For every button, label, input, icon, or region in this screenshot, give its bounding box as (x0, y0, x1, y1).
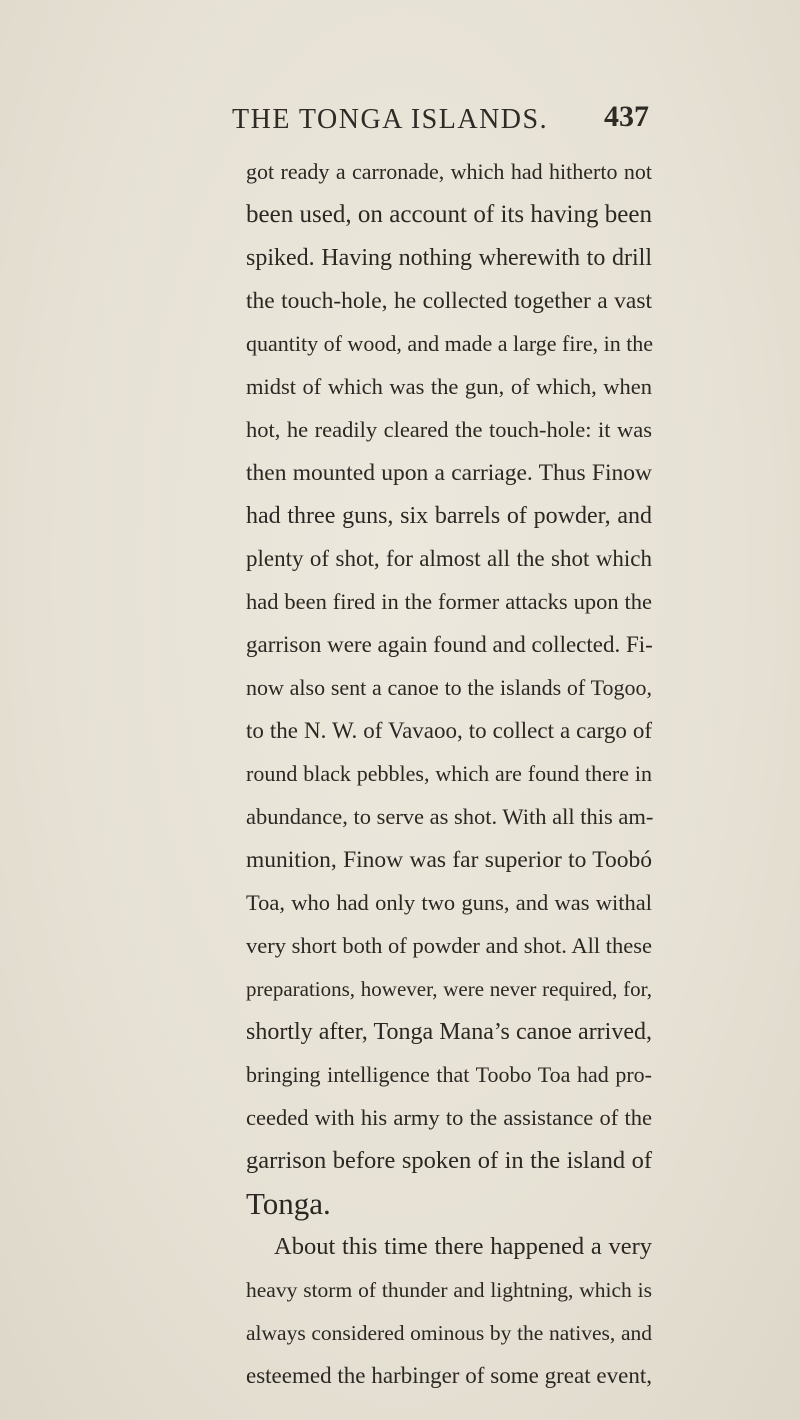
text-line: been used, on account of its having been (246, 201, 652, 228)
text-line: the touch-hole, he collected together a vast (246, 288, 652, 314)
text-line: midst of which was the gun, of which, when (246, 374, 652, 399)
text-line: plenty of shot, for almost all the shot which (246, 546, 652, 571)
text-line: had three guns, six barrels of powder, and (246, 503, 652, 529)
text-line: abundance, to serve as shot. With all this am- (246, 804, 654, 829)
text-line: very short both of powder and shot. All these (246, 933, 652, 958)
text-line: munition, Finow was far superior to Toobó (246, 847, 652, 873)
paragraph-start-line: About this time there happened a very (274, 1233, 652, 1260)
text-line: quantity of wood, and made a large fire, in the (246, 331, 654, 356)
text-line: Tonga. (246, 1186, 331, 1221)
text-line: always considered ominous by the natives, and (246, 1321, 652, 1345)
text-line: round black pebbles, which are found there in (246, 761, 652, 786)
text-line: hot, he readily cleared the touch-hole: it was (246, 417, 652, 442)
running-head: THE TONGA ISLANDS. (232, 104, 549, 135)
text-line: Toa, who had only two guns, and was withal (246, 890, 652, 915)
text-line: garrison were again found and collected. Fi- (246, 632, 653, 657)
text-line: shortly after, Tonga Mana’s canoe arrived, (246, 1019, 652, 1045)
page-number: 437 (604, 100, 649, 133)
text-line: garrison before spoken of in the island of (246, 1147, 652, 1174)
text-line: had been fired in the former attacks upon the (246, 589, 652, 614)
text-line: now also sent a canoe to the islands of Togoo, (246, 675, 652, 700)
text-line: esteemed the harbinger of some great event, (246, 1363, 652, 1388)
text-line: bringing intelligence that Toobo Toa had pro- (246, 1062, 652, 1087)
text-line: got ready a carronade, which had hitherto not (246, 159, 652, 184)
text-line: then mounted upon a carriage. Thus Finow (246, 460, 652, 486)
text-line: ceeded with his army to the assistance of the (246, 1105, 652, 1130)
text-line: heavy storm of thunder and lightning, which is (246, 1278, 652, 1302)
text-line: to the N. W. of Vavaoo, to collect a cargo of (246, 718, 652, 743)
text-line: spiked. Having nothing wherewith to drill (246, 245, 652, 271)
text-line: preparations, however, were never required, for, (246, 977, 652, 1001)
